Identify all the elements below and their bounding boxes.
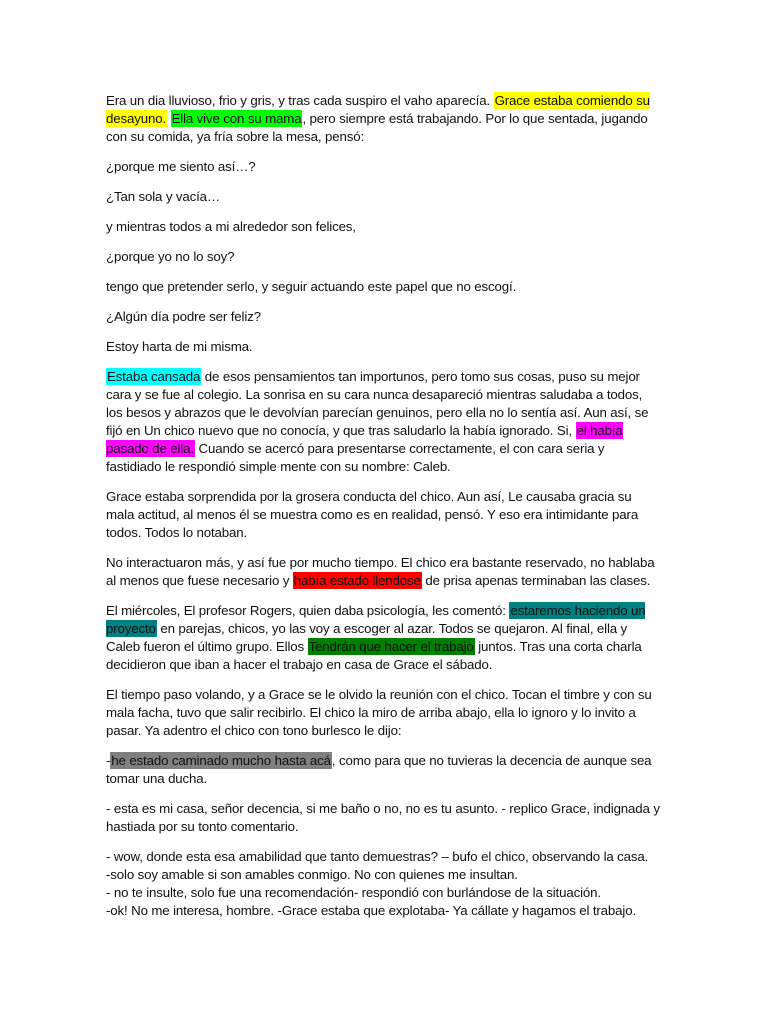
paragraph <box>106 902 662 920</box>
paragraph <box>106 866 662 884</box>
text-run: Cuando se acercó para presentarse correctamente, el con cara seria y fastidiado le respondió simple mente con su nombre: Caleb. <box>106 441 605 474</box>
highlighted-text: había estado llendose <box>293 573 421 588</box>
text-run: El tiempo paso volando, y a Grace se le olvido la reunión con el chico. Tocan el timbre y con su mala facha, tuvo que salir recibirlo. El chico la miro de arriba abajo, ella lo ignoro y lo invito a pasar. Ya adentro el chico con tono burlesco le dijo: <box>106 687 652 738</box>
text-run: El miércoles, El profesor Rogers, quien daba psicología, les comentó: <box>106 603 510 618</box>
highlighted-text: Estaba cansada <box>107 369 201 384</box>
text-run: ¿porque yo no lo soy? <box>106 249 235 264</box>
text-run: tengo que pretender serlo, y seguir actuando este papel que no escogí. <box>106 279 517 294</box>
text-run: Era un dia lluvioso, frio y gris, y tras cada suspiro el vaho aparecía. <box>106 93 494 108</box>
highlighted-text: estaremos haciendo un proyecto <box>106 603 646 636</box>
paragraph <box>106 554 662 590</box>
text-run: No interactuaron más, y así fue por mucho tiempo. El chico era bastante reservado, no hablaba al menos que fuese necesario y <box>106 555 655 588</box>
text-run: de prisa apenas terminaban las clases. <box>421 573 651 588</box>
highlighted-text: Grace estaba comiendo su desayuno. <box>106 93 650 126</box>
paragraph <box>106 884 662 902</box>
paragraph <box>106 278 662 296</box>
text-run: Grace estaba sorprendida por la grosera conducta del chico. Aun así, Le causaba gracia su mala actitud, al menos él se muestra como es en realidad, pensó. Y eso era intimidante para todos. Todos lo notaban. <box>106 489 639 540</box>
text-run: - no te insulte, solo fue una recomendación- respondió con burlándose de la situación. <box>106 885 601 900</box>
text-run: ¿porque me siento así…? <box>106 159 256 174</box>
highlighted-text: Ella vive con su mama <box>171 111 302 126</box>
paragraph <box>106 602 662 674</box>
highlighted-text: Tendrán que hacer el trabajo <box>308 639 474 654</box>
text-run: juntos. Tras una corta charla decidieron que iban a hacer el trabajo en casa de Grace el sábado. <box>106 639 642 672</box>
text-run: , como para que no tuvieras la decencia de aunque sea tomar una ducha. <box>106 753 652 786</box>
paragraph <box>106 218 662 236</box>
text-run: , pero siempre está trabajando. Por lo que sentada, jugando con su comida, ya fría sobre la mesa, pensó: <box>106 111 648 144</box>
paragraph <box>106 308 662 326</box>
paragraph <box>106 800 662 836</box>
text-run: en parejas, chicos, yo las voy a escoger al azar. Todos se quejaron. Al final, ella y Caleb fueron el último grupo. Ellos <box>106 621 628 654</box>
paragraph <box>106 248 662 266</box>
text-run: de esos pensamientos tan importunos, pero tomo sus cosas, puso su mejor cara y se fue al colegio. La sonrisa en su cara nunca desapareció mientras saludaba a todos, los besos y abrazos que le devolvían parecían genuinos, pero ella no lo sentía así. Aun así, se fijó en Un chico nuevo que no conocía, y que tras saludarlo la había ignorado. Si, <box>106 369 649 438</box>
paragraph <box>106 92 662 146</box>
text-run: Estoy harta de mi misma. <box>106 339 253 354</box>
paragraph <box>106 488 662 542</box>
highlighted-text: el había pasado de ella. <box>106 423 623 456</box>
text-run: - <box>106 753 111 768</box>
paragraph <box>106 158 662 176</box>
paragraph <box>106 686 662 740</box>
paragraph <box>106 368 662 476</box>
paragraph <box>106 848 662 866</box>
text-run: - esta es mi casa, señor decencia, si me baño o no, no es tu asunto. - replico Grace, indignada y hastiada por su tonto comentario. <box>106 801 660 834</box>
text-run: -solo soy amable si son amables conmigo. No con quienes me insultan. <box>106 867 518 882</box>
highlighted-text: he estado caminado mucho hasta acá <box>111 753 331 768</box>
text-run: y mientras todos a mi alrededor son felices, <box>106 219 356 234</box>
text-run: -ok! No me interesa, hombre. -Grace estaba que explotaba- Ya cállate y hagamos el trabajo. <box>106 903 636 918</box>
paragraph <box>106 188 662 206</box>
text-run: ¿Tan sola y vacía… <box>106 189 221 204</box>
text-run: ¿Algún día podre ser feliz? <box>106 309 261 324</box>
paragraph <box>106 752 662 788</box>
paragraph <box>106 338 662 356</box>
text-run: - wow, donde esta esa amabilidad que tanto demuestras? – bufo el chico, observando la casa. <box>106 849 649 864</box>
